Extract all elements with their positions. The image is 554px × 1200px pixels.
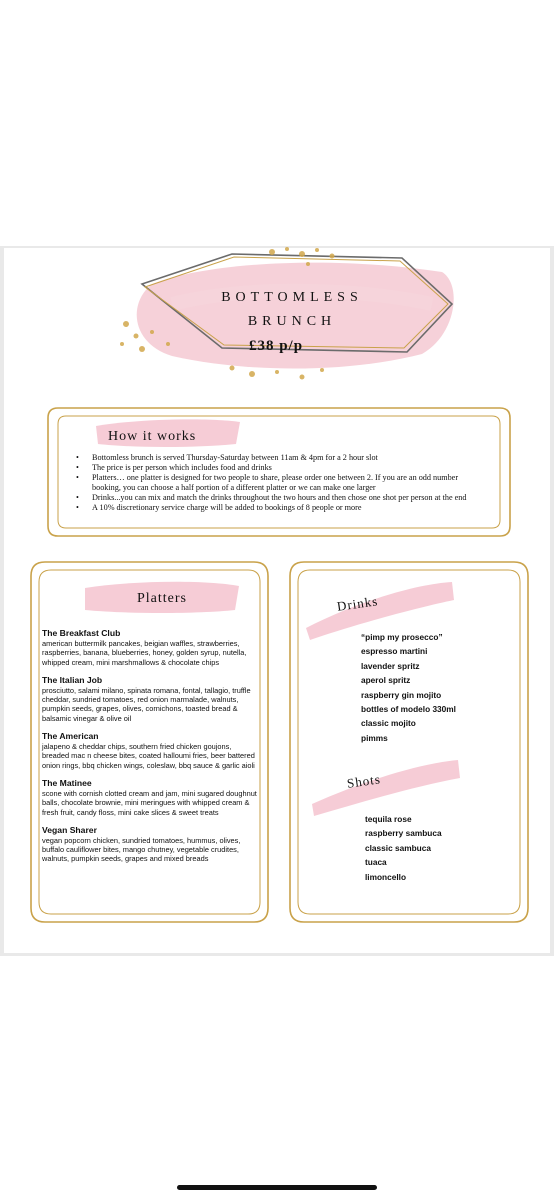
platters-list <box>42 628 260 872</box>
platter-item <box>42 825 260 864</box>
title-line-1: BOTTOMLESS <box>221 290 363 305</box>
platter-item <box>42 675 260 723</box>
shot-item: raspberry sambuca <box>365 828 442 839</box>
drinks-list <box>361 630 456 745</box>
platter-item <box>42 731 260 770</box>
platter-description: jalapeno & cheddar chips, southern fried chicken goujons, breaded mac n cheese bites, coated halloumi fries, beer battered onion rings, bbq chicken wings, coleslaw, bbq sauce & garlic aioli <box>42 742 255 770</box>
shot-item: limoncello <box>365 871 407 882</box>
platter-item <box>42 628 260 667</box>
platter-description: prosciutto, salami milano, spinata romana, fontal, tallagio, truffle cheddar, sundried tomatoes, red onion marmalade, walnuts, pumpkin seeds, grapes, olives, cornichons, toasted bread & balsamic vinegar & olive oil <box>42 685 251 723</box>
platter-name: The Breakfast Club <box>42 628 121 638</box>
drink-item: pimms <box>361 732 388 743</box>
price-label: £38 p/p <box>248 338 304 354</box>
drink-item: classic mojito <box>361 718 416 729</box>
how-item: • Drinks...you can mix and match the drinks throughout the two hours and then chose one shot per person at the end <box>76 493 481 503</box>
drink-item: bottles of modelo 330ml <box>361 704 456 715</box>
drink-item: raspberry gin mojito <box>361 689 442 700</box>
platter-name: The American <box>42 731 99 742</box>
how-item: • Bottomless brunch is served Thursday-Saturday between 11am & 4pm for a 2 hour slot <box>76 453 481 463</box>
platter-item <box>42 778 260 817</box>
home-indicator[interactable] <box>177 1185 377 1190</box>
platter-description: scone with cornish clotted cream and jam, mini sugared doughnut balls, chocolate brownie, mini meringues with whipped cream & fresh fruit, candy floss, mini cake slices & sweet treats <box>42 788 257 817</box>
platter-description: vegan popcorn chicken, sundried tomatoes, hummus, olives, buffalo cauliflower bites, mango chutney, vegetable crudites, walnuts, pumpkin seeds, grapes and mixed breads <box>42 835 241 864</box>
shots-heading: Shots <box>346 771 382 791</box>
how-it-works-heading: How it works <box>108 429 197 444</box>
shot-item: tequila rose <box>365 814 412 824</box>
drink-item: aperol spritz <box>361 675 411 686</box>
drink-item: lavender spritz <box>361 660 420 671</box>
drink-item: “pimp my prosecco” <box>361 632 443 642</box>
top-bar <box>0 0 554 246</box>
platters-heading: Platters <box>137 591 187 606</box>
how-item: • The price is per person which includes food and drinks <box>76 463 481 473</box>
platter-name: Vegan Sharer <box>42 824 97 835</box>
how-it-works-list <box>76 453 481 513</box>
platter-description: american buttermilk pancakes, beigian waffles, strawberries, raspberries, banana, blueberries, honey, golden syrup, nutella, whipped cream, mini marshmallows & chocolate chips <box>42 639 247 667</box>
platter-name: The Matinee <box>42 777 92 788</box>
title-line-2: BRUNCH <box>247 314 337 329</box>
drink-item: espresso martini <box>361 646 428 657</box>
shot-item: classic sambuca <box>365 842 431 853</box>
platter-name: The Italian Job <box>42 674 103 685</box>
shots-list <box>365 812 442 884</box>
how-item: • A 10% discretionary service charge will be added to bookings of 8 people or more <box>76 503 481 513</box>
how-item: • Platters… one platter is designed for two people to share, please order one between 2. If you are an odd number booking, you can choose a half portion of a different platter or we can make one larger <box>76 473 481 492</box>
shot-item: tuaca <box>365 857 387 868</box>
drinks-heading: Drinks <box>336 593 380 614</box>
